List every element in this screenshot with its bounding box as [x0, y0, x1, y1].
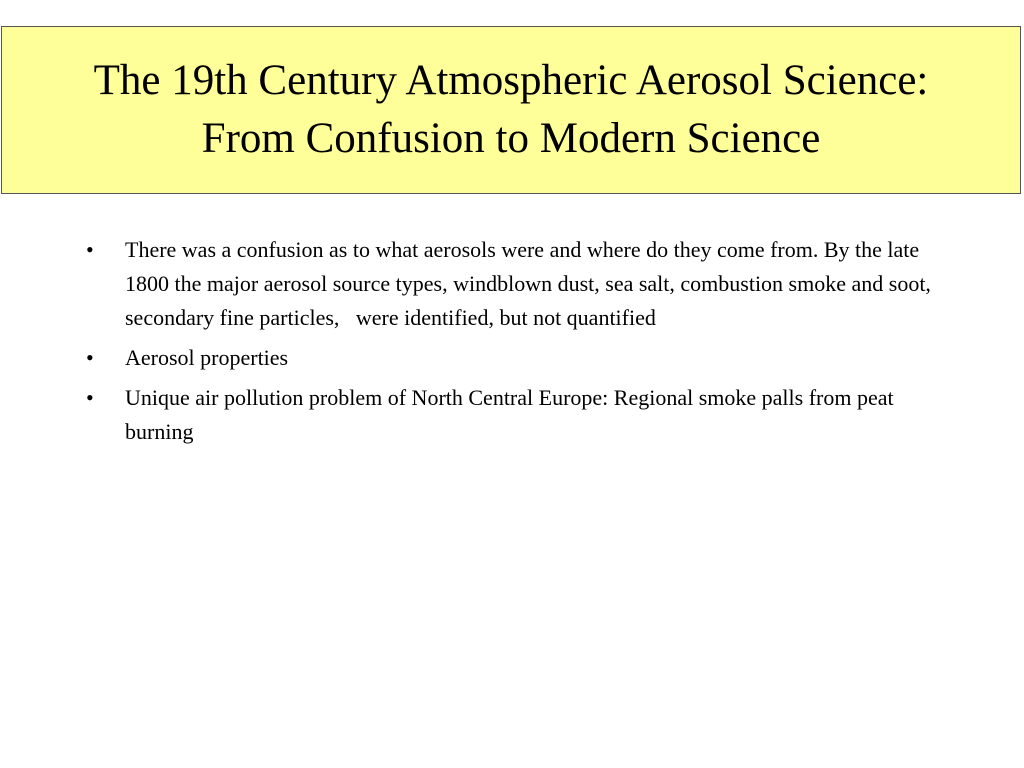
title-line-2: From Confusion to Modern Science [201, 115, 821, 162]
bullet-item [86, 381, 936, 449]
bullet-text: Aerosol properties [125, 345, 289, 370]
bullet-item [86, 233, 936, 335]
title-line-1: The 19th Century Atmospheric Aerosol Science: [93, 57, 929, 104]
bullet-icon: • [86, 237, 94, 262]
title-box [1, 26, 1021, 194]
bullet-icon: • [86, 345, 94, 370]
bullet-list [86, 233, 936, 455]
bullet-text: There was a confusion as to what aerosols were and where do they come from. By the late 1800 the major aerosol source types, windblown dust, sea salt, combustion smoke and soot, secondary fine particles, were identified, but not quantified [125, 237, 937, 330]
bullet-text: Unique air pollution problem of North Central Europe: Regional smoke palls from peat burning [125, 385, 894, 444]
bullet-icon: • [86, 385, 94, 410]
bullet-item [86, 341, 936, 375]
